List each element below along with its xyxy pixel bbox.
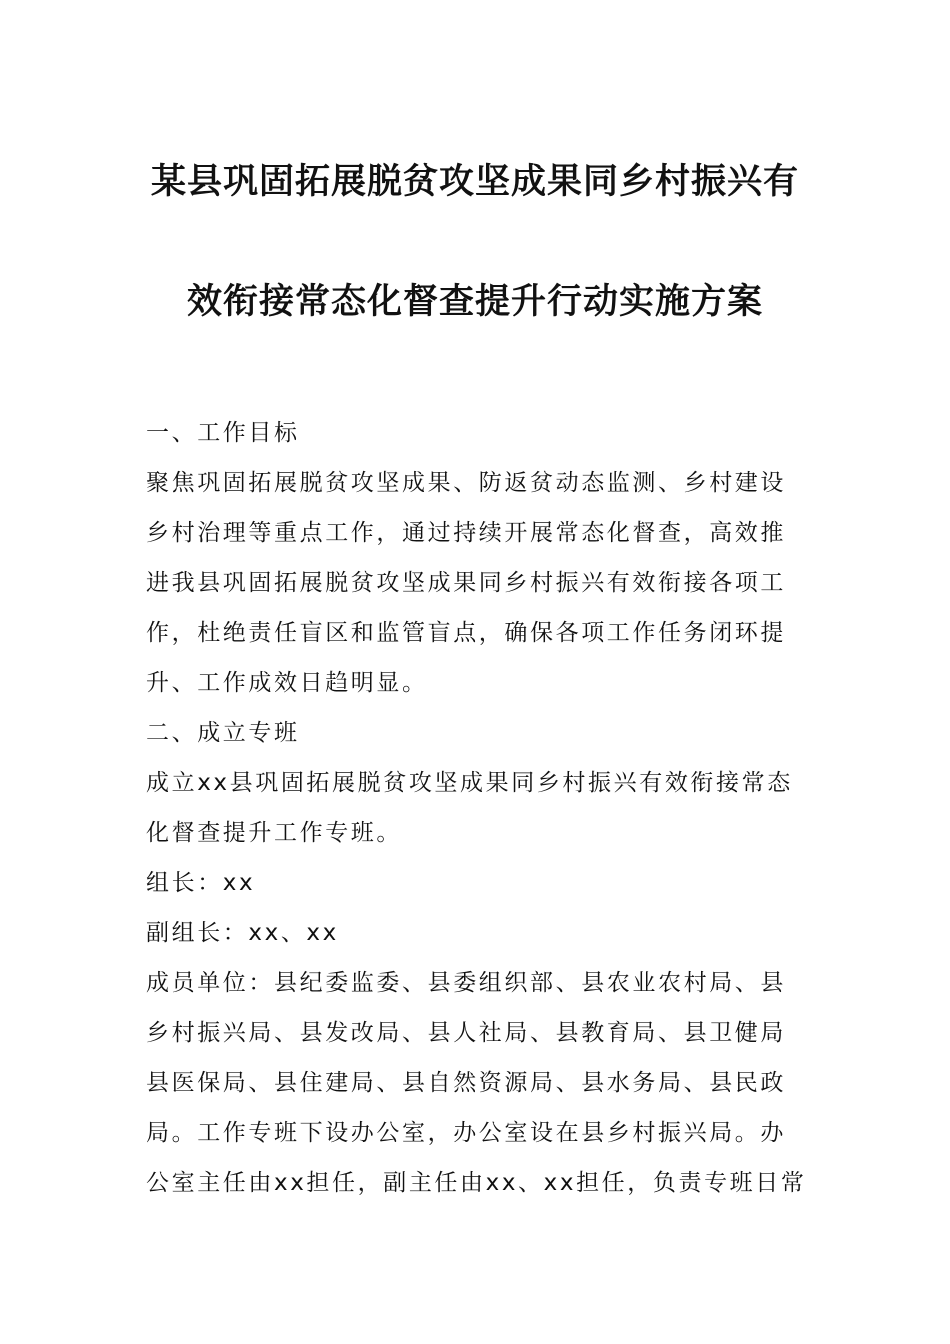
section-heading-task-force: 二、成立专班 xyxy=(146,720,300,746)
team-leader-line: 组长：xx xyxy=(146,870,256,896)
body-line: 公室主任由xx担任，副主任由xx、xx担任，负责专班日常 xyxy=(146,1170,806,1196)
body-line: 作，杜绝责任盲区和监管盲点，确保各项工作任务闭环提 xyxy=(146,620,786,646)
body-line: 乡村振兴局、县发改局、县人社局、县教育局、县卫健局 xyxy=(146,1020,786,1046)
member-units-line: 成员单位：县纪委监委、县委组织部、县农业农村局、县 xyxy=(146,970,786,996)
body-line: 化督查提升工作专班。 xyxy=(146,820,402,846)
section-heading-work-goals: 一、工作目标 xyxy=(146,420,300,446)
body-line: 乡村治理等重点工作，通过持续开展常态化督查，高效推 xyxy=(146,520,786,546)
body-line: 成立xx县巩固拓展脱贫攻坚成果同乡村振兴有效衔接常态 xyxy=(146,770,793,796)
deputy-leader-line: 副组长：xx、xx xyxy=(146,920,339,946)
body-line: 进我县巩固拓展脱贫攻坚成果同乡村振兴有效衔接各项工 xyxy=(146,570,786,596)
body-line: 局。工作专班下设办公室，办公室设在县乡村振兴局。办 xyxy=(146,1120,786,1146)
body-line: 聚焦巩固拓展脱贫攻坚成果、防返贫动态监测、乡村建设 xyxy=(146,470,786,496)
document-body xyxy=(146,408,806,1208)
document-title-line-2: 效衔接常态化督查提升行动实施方案 xyxy=(186,281,763,322)
document-title-line-1: 某县巩固拓展脱贫攻坚成果同乡村振兴有 xyxy=(150,161,799,202)
body-line: 县医保局、县住建局、县自然资源局、县水务局、县民政 xyxy=(146,1070,786,1096)
body-line: 升、工作成效日趋明显。 xyxy=(146,670,428,696)
